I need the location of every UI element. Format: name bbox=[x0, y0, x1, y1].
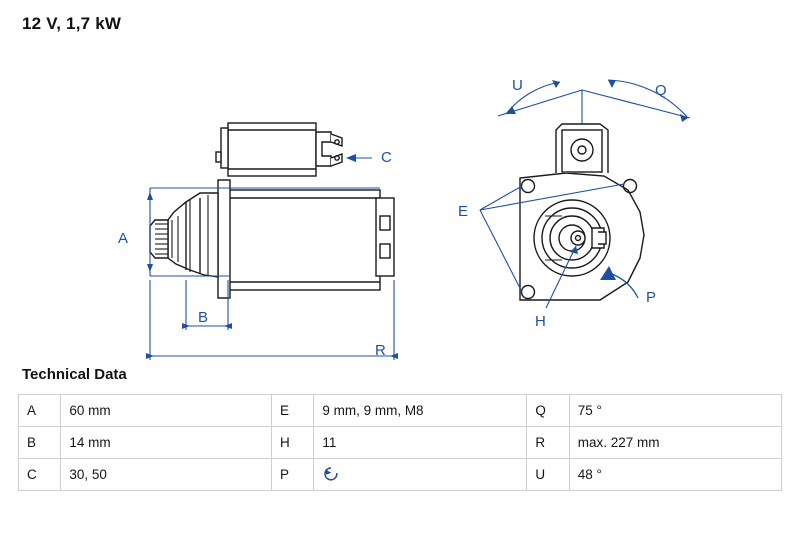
technical-data-heading: Technical Data bbox=[22, 366, 127, 383]
page-title: 12 V, 1,7 kW bbox=[22, 14, 122, 33]
dimension-label-E: E bbox=[458, 203, 469, 220]
dimension-label-H: H bbox=[535, 313, 546, 330]
dimension-label-C: C bbox=[381, 149, 392, 166]
dimension-label-B: B bbox=[198, 309, 209, 326]
spec-value: 75 ° bbox=[569, 395, 781, 427]
spec-key: H bbox=[271, 427, 313, 459]
dimension-label-Q: Q bbox=[655, 82, 667, 99]
dimension-label-R: R bbox=[375, 342, 386, 359]
spec-value: 60 mm bbox=[61, 395, 272, 427]
spec-value: 14 mm bbox=[61, 427, 272, 459]
spec-key: Q bbox=[527, 395, 569, 427]
spec-key: U bbox=[527, 459, 569, 491]
technical-data-table bbox=[18, 394, 782, 491]
spec-value: max. 227 mm bbox=[569, 427, 781, 459]
rotation-direction-icon bbox=[322, 465, 341, 484]
dimension-label-A: A bbox=[118, 230, 129, 247]
spec-value: 9 mm, 9 mm, M8 bbox=[314, 395, 527, 427]
spec-value: 48 ° bbox=[569, 459, 781, 491]
dimension-label-U: U bbox=[512, 77, 523, 94]
spec-value: 11 bbox=[314, 427, 527, 459]
table-row bbox=[19, 459, 782, 491]
spec-key: P bbox=[271, 459, 313, 491]
spec-value-rotation bbox=[314, 459, 527, 491]
spec-key: R bbox=[527, 427, 569, 459]
table-row bbox=[19, 427, 782, 459]
table-row bbox=[19, 395, 782, 427]
spec-value: 30, 50 bbox=[61, 459, 272, 491]
spec-key: C bbox=[19, 459, 61, 491]
spec-key: A bbox=[19, 395, 61, 427]
dimension-label-P: P bbox=[646, 289, 657, 306]
spec-key: E bbox=[271, 395, 313, 427]
starter-motor-technical-drawing bbox=[0, 30, 800, 360]
spec-key: B bbox=[19, 427, 61, 459]
